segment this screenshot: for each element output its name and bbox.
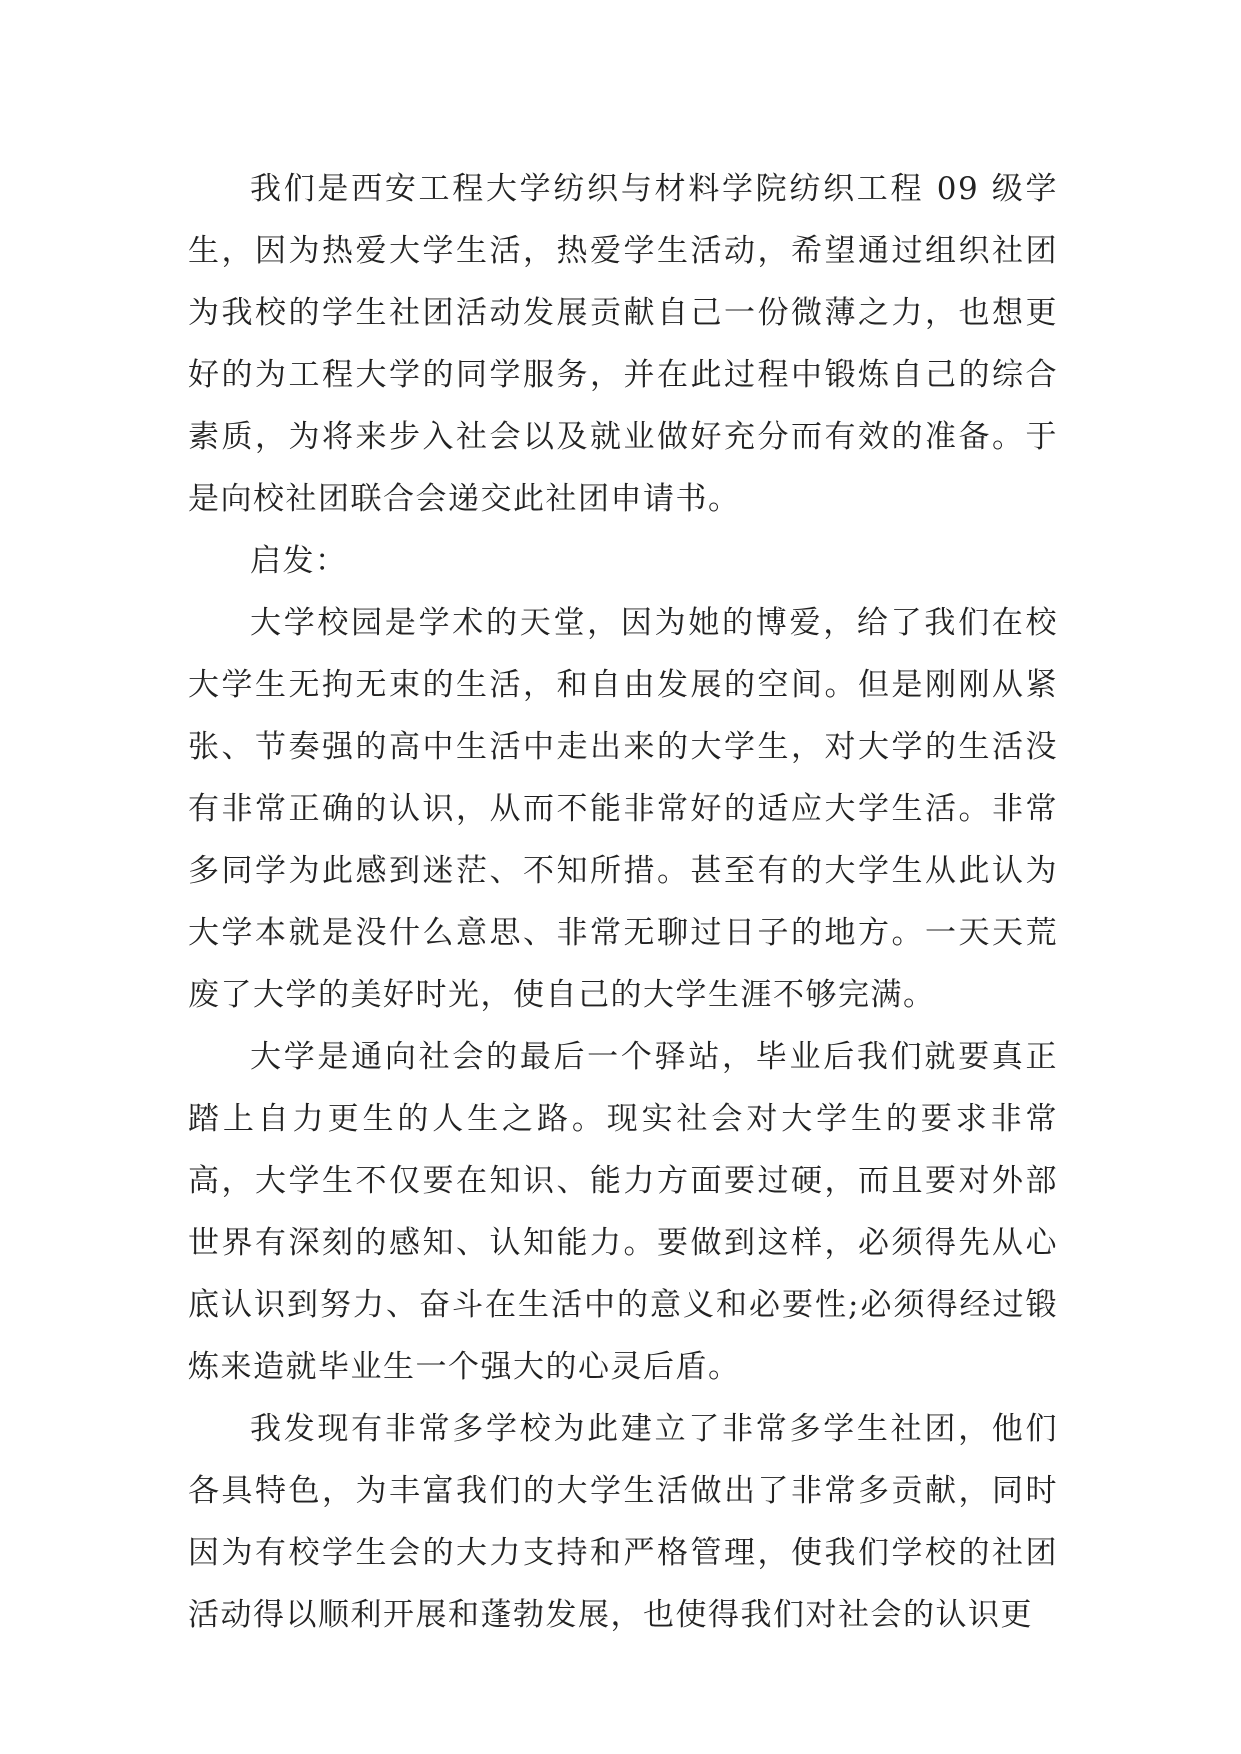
paragraph-society: 大学是通向社会的最后一个驿站，毕业后我们就要真正踏上自力更生的人生之路。现实社会对大学生的要求非常高，大学生不仅要在知识、能力方面要过硬，而且要对外部世界有深刻的感知、认知能力。要做到这样，必须得先从心底认识到努力、奋斗在生活中的意义和必要性;必须得经过锻炼来造就毕业生一个强大的心灵后盾。: [188, 1039, 1058, 1385]
paragraph-heading-inspiration: 启发：: [250, 543, 348, 579]
paragraph-intro: 我们是西安工程大学纺织与材料学院纺织工程 09 级学生，因为热爱大学生活，热爱学生活动，希望通过组织社团为我校的学生社团活动发展贡献自己一份微薄之力，也想更好的为工程大学的同学服务，并在此过程中锻炼自己的综合素质，为将来步入社会以及就业做好充分而有效的准备。于是向校社团联合会递交此社团申请书。: [188, 171, 1058, 517]
document-body: [188, 158, 1058, 1646]
paragraph-campus: 大学校园是学术的天堂，因为她的博爱，给了我们在校大学生无拘无束的生活，和自由发展的空间。但是刚刚从紧张、节奏强的高中生活中走出来的大学生，对大学的生活没有非常正确的认识，从而不能非常好的适应大学生活。非常多同学为此感到迷茫、不知所措。甚至有的大学生从此认为大学本就是没什么意思、非常无聊过日子的地方。一天天荒废了大学的美好时光，使自己的大学生涯不够完满。: [188, 605, 1058, 1013]
paragraph-clubs: 我发现有非常多学校为此建立了非常多学生社团，他们各具特色，为丰富我们的大学生活做出了非常多贡献，同时因为有校学生会的大力支持和严格管理，使我们学校的社团活动得以顺利开展和蓬勃发展，也使得我们对社会的认识更: [188, 1411, 1058, 1633]
